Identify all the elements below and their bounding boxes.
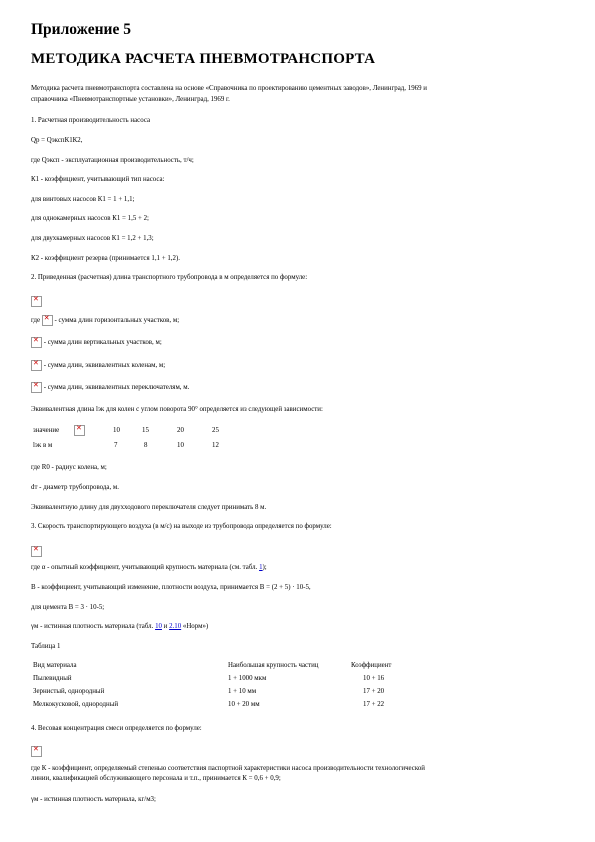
table-cell: 20 [177,427,184,434]
broken-image-icon [74,425,85,436]
section-2-switches [31,382,577,393]
section-4-title: 4. Весовая концентрация смеси определяется по формуле: [31,725,202,732]
section-1-k1-double: для двухкамерных насосов К1 = 1,2 + 1,3; [31,235,154,242]
appendix-title: Приложение 5 [31,21,131,38]
formula-image [31,292,42,310]
section-2-vertical [31,337,577,348]
section-1-title: 1. Расчетная производительность насоса [31,117,151,124]
table-cell: 1 + 10 мм [228,688,257,695]
table-cell: 10 + 20 мм [228,701,260,708]
table-cell: Зернистый, однородный [33,688,105,695]
broken-image-icon [42,315,53,326]
table-cell: 7 [114,442,118,449]
section-4-k-line-1: где К - коэффициент, определяемый степенью соответствия паспортной характеристики насоса производительности технологической [31,765,425,772]
alpha-text: где α - опытный коэффициент, учитывающий крупность материала (см. табл. [31,564,260,571]
section-3-gamma [31,622,577,631]
section-1-formula: Qр = QэкспК1К2, [31,137,83,144]
section-3-b: В - коэффициент, учитывающий изменение, плотности воздуха, принимается В = (2 + 5) · 10-5, [31,584,311,591]
section-4-gamma: γм - истинная плотность материала, кг/м3; [31,796,156,803]
section-4-k-line-2: линии, квалификацией обслуживающего персонала и т.п., принимается К = 0,6 + 0,9; [31,775,281,782]
table-2-10-link[interactable]: 2.10 [169,623,182,630]
table-cell: 1 + 1000 мкм [228,675,267,682]
table-1-caption: Таблица 1 [31,643,61,650]
section-3-title: 3. Скорость транспортирующего воздуха (в м/с) на выходе из трубопровода определяется по формуле: [31,523,332,530]
table-cell: 17 + 22 [363,701,385,708]
bends-text: - сумма длин, эквивалентных коленам, м; [43,362,166,370]
section-2-r0: где R0 - радиус колена, м; [31,464,107,471]
table-row-label: lэк в м [33,442,53,449]
formula-image [31,742,42,760]
material-table [33,661,453,711]
section-2-title: 2. Приведенная (расчетная) длина транспортного трубопровода в м определяется по формуле: [31,274,308,281]
table-row-label: значение [33,427,60,434]
section-2-dt: dт - диаметр трубопровода, м. [31,484,120,491]
broken-image-icon [31,360,42,371]
vertical-text: - сумма длин вертикальных участков, м; [43,339,162,347]
section-1-where: где Qэксп - эксплуатационная производительность, т/ч; [31,157,194,164]
where-word: где [31,317,41,325]
section-1-k2: К2 - коэффициент резерва (принимается 1,1 + 1,2). [31,255,180,262]
table-cell: 25 [212,427,219,434]
section-1-k1-single: для однокамерных насосов К1 = 1,5 + 2; [31,215,149,222]
section-2-switch-length: Эквивалентную длину для двухходового переключателя следует принимать 8 м. [31,504,267,511]
table-header: Вид материала [33,662,77,669]
table-header: Коэффициент [351,662,392,669]
table-cell: 17 + 20 [363,688,385,695]
page-heading: МЕТОДИКА РАСЧЕТА ПНЕВМОТРАНСПОРТА [31,51,376,67]
gamma-text-mid: и [161,623,170,630]
alpha-text-end: ); [262,564,267,571]
table-cell: 10 + 16 [363,675,385,682]
intro-line-2: справочника «Пневмотранспортные установки», Ленинград, 1969 г. [31,96,230,103]
section-3-alpha [31,563,577,572]
table-header: Наибольшая крупность частиц [228,662,319,669]
equivalent-length-table [33,426,273,452]
table-cell: 8 [144,442,148,449]
section-1-k1: К1 - коэффициент, учитывающий тип насоса: [31,176,165,183]
section-1-k1-screw: для винтовых насосов К1 = 1 + 1,1; [31,196,135,203]
broken-image-icon [31,337,42,348]
broken-image-icon [31,546,42,557]
broken-image-icon [31,296,42,307]
gamma-text-end: «Норм») [181,623,209,630]
broken-image-icon [31,382,42,393]
section-2-where [31,315,577,326]
section-3-cement: для цемента В = 3 · 10-5; [31,604,105,611]
table-10-link[interactable]: 10 [155,623,162,630]
section-2-equiv-intro: Эквивалентная длина lэк для колен с углом поворота 90° определяется из следующей зависимости: [31,406,323,413]
table-cell: 10 [113,427,120,434]
table-cell: Пылевидный [33,675,72,682]
table-1-link[interactable]: 1 [259,564,263,571]
table-cell: 10 [177,442,184,449]
broken-image-icon [31,746,42,757]
table-cell: Мелкокусковой, однородный [33,701,119,708]
table-cell: 12 [212,442,219,449]
table-formula-image [74,425,85,436]
where-horizontal-text: - сумма длин горизонтальных участков, м; [54,317,180,325]
section-2-bends [31,360,577,371]
formula-image [31,542,42,560]
switches-text: - сумма длин, эквивалентных переключателям, м. [43,384,190,392]
gamma-text: γм - истинная плотность материала (табл. [31,623,156,630]
table-cell: 15 [142,427,149,434]
intro-line-1: Методика расчета пневмотранспорта составлена на основе «Справочника по проектированию цементных заводов», Ленинград, 1969 и [31,85,427,92]
